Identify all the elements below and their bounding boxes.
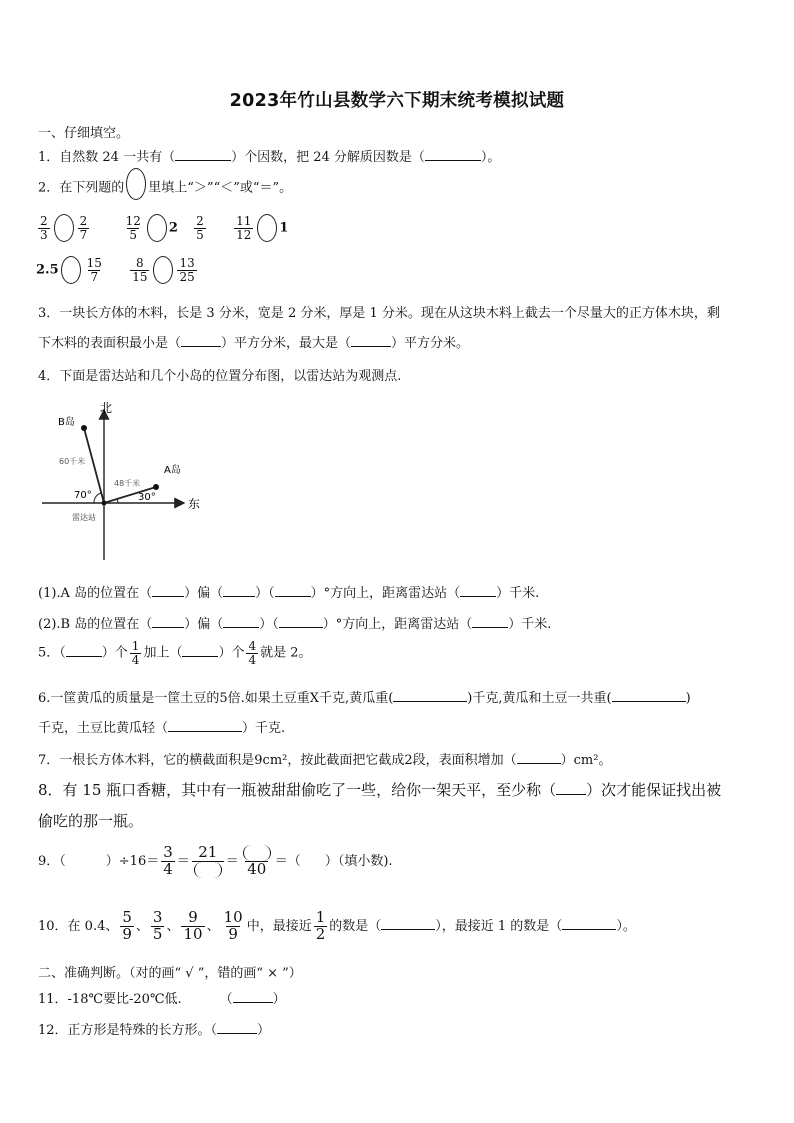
q5-blank-2[interactable] [182, 644, 218, 657]
q2-value-2: 1 [279, 220, 289, 236]
q6-text-a: 6.一筐黄瓜的质量是一筐土豆的5倍.如果土豆重X千克,黄瓜重( [38, 691, 394, 706]
q10-text-b: 中，最接近 [246, 918, 312, 934]
q2-text-b: 里填上“＞”“＜”或“＝”。 [148, 180, 293, 196]
b-island-point [81, 425, 87, 431]
radar-station-point [102, 501, 107, 506]
question-4-2 [38, 613, 758, 632]
b-angle-label: 70° [74, 490, 92, 501]
question-10: 10．在 0.4、 $\frac{5}{9}$ 、 $\frac{3}{5}$ 、 $\frac{9}{10}$ 、 $\frac{10}{9}$ 中，最接近 $\frac{1}{2}$ 的数是（ ），最接近 1 的数是（ ）。 [38, 908, 636, 943]
radar-station-label: 雷达站 [72, 513, 96, 522]
q11-blank[interactable] [233, 990, 273, 1003]
q5-fraction-1: $\frac{1}{4}$ [131, 639, 140, 667]
page-title: 2023年竹山县数学六下期末统考模拟试题 [229, 91, 565, 111]
q1-answer-blank-1[interactable] [175, 148, 231, 161]
q2-compare-oval-1[interactable] [54, 214, 74, 242]
question-8-line-2: 偷吃的那一瓶。 [38, 812, 144, 830]
q10-text-d: ），最接近 1 的数是（ [435, 918, 563, 934]
q4-2-text-b: ）偏（ [184, 617, 224, 632]
q8-text-b: ）次才能保证找出被 [586, 781, 722, 799]
a-island-point [153, 484, 159, 490]
q2-compare-oval-5[interactable] [153, 256, 173, 284]
north-label: 北 [100, 401, 113, 415]
q4-2-blank-1[interactable] [152, 615, 184, 628]
q2-text-a: 2．在下列题的 [38, 180, 125, 196]
q9-text-d: ）（填小数). [324, 853, 393, 869]
east-label: 东 [188, 497, 201, 511]
q5-text-d: ）个 [218, 645, 245, 661]
q9-blank-2[interactable] [194, 862, 222, 878]
q2-compare-oval-2[interactable] [147, 214, 167, 242]
question-4-1 [38, 582, 758, 601]
question-9 [38, 845, 758, 878]
q4-1-blank-3[interactable] [275, 584, 311, 597]
question-11: 11．-18℃要比-20℃低. （ ） [38, 992, 286, 1007]
q2-fraction-2: $\frac{2}{7}$ [79, 213, 88, 242]
q4-1-text-b: ）偏（ [184, 586, 224, 601]
q5-fraction-2: $\frac{4}{4}$ [248, 639, 257, 667]
q4-1-blank-2[interactable] [223, 584, 255, 597]
q4-2-text-c: ）（ [259, 617, 279, 632]
q4-1-text-c: ）（ [255, 586, 275, 601]
q6-text-b: )千克,黄瓜和土豆一共重( [467, 691, 612, 706]
b-island-label: B岛 [58, 417, 75, 428]
q5-blank-1[interactable] [66, 644, 102, 657]
question-6-line-2 [38, 717, 758, 736]
q10-fraction-1: $\frac{5}{9}$ [122, 908, 132, 943]
q2-fraction-1: $\frac{2}{3}$ [40, 213, 48, 242]
q2-compare-oval-4[interactable] [61, 256, 81, 284]
q4-1-text-d: ）°方向上，距离雷达站（ [310, 586, 461, 601]
q6-text-d: 千克，土豆比黄瓜轻（ [38, 721, 169, 736]
q6-text-e: ）千克. [242, 721, 286, 736]
q4-1-blank-4[interactable] [460, 584, 496, 597]
question-8-line-1 [38, 779, 758, 800]
q11-text-a: 11．-18℃要比-20℃低. [38, 992, 182, 1007]
q4-1-blank-1[interactable] [152, 584, 184, 597]
q9-text-a: 9．（ [38, 853, 66, 869]
question-5 [38, 640, 758, 666]
q2-fraction-4: $\frac{2}{5}$ [196, 213, 204, 242]
q1-text-c: ）。 [480, 150, 501, 165]
q3-text-b: ）平方分米，最大是（ [221, 336, 352, 351]
q4-2-blank-4[interactable] [472, 615, 508, 628]
q2-row-1 [36, 214, 758, 242]
q2-fraction-7: $\frac{8}{15}$ [132, 255, 148, 284]
q7-blank[interactable] [517, 751, 561, 764]
question-1 [38, 146, 758, 165]
a-island-distance: 48千米 [114, 479, 141, 488]
q5-text-b: ）个 [101, 645, 128, 661]
q2-fraction-6: $\frac{15}{7}$ [86, 255, 102, 284]
q2-fraction-8: $\frac{13}{25}$ [179, 255, 195, 284]
q1-text-b: ）个因数，把 24 分解质因数是（ [231, 150, 425, 165]
q5-text-c: 加上（ [143, 645, 183, 661]
q12-blank[interactable] [217, 1021, 257, 1034]
question-4: 4．下面是雷达站和几个小岛的位置分布图，以雷达站为观测点. [38, 369, 402, 384]
q2-compare-oval-3[interactable] [257, 214, 277, 242]
q10-fraction-4: $\frac{10}{9}$ [223, 908, 243, 943]
q10-blank-2[interactable] [562, 917, 616, 930]
q2-value-3: 2.5 [36, 262, 59, 278]
q10-text-e: ）。 [616, 918, 636, 934]
q4-1-text-a: (1).A 岛的位置在（ [38, 586, 153, 601]
q3-answer-blank-2[interactable] [351, 334, 391, 347]
q9-text-c: ＝（ [274, 853, 301, 869]
q6-blank-1[interactable] [393, 689, 467, 702]
section-heading-2: 二、准确判断。（对的画“ √ ”，错的画“ × ”） [38, 966, 302, 981]
q5-text-e: 就是 2。 [260, 645, 312, 661]
q6-blank-2[interactable] [612, 689, 686, 702]
q6-text-c: ) [685, 691, 691, 706]
question-3-line-2 [38, 332, 758, 351]
a-angle-label: 30° [138, 492, 156, 503]
question-12: 12．正方形是特殊的长方形。（ ） [38, 1023, 271, 1038]
section-heading-1: 一、仔细填空。 [38, 126, 130, 141]
q3-text-c: ）平方分米。 [391, 336, 470, 351]
question-6-line-1 [38, 687, 758, 706]
q10-blank-1[interactable] [381, 917, 435, 930]
q3-text-a: 下木料的表面积最小是（ [38, 336, 182, 351]
q5-text-a: 5．（ [38, 645, 66, 661]
q1-answer-blank-2[interactable] [425, 148, 481, 161]
q2-value-1: 2 [168, 220, 178, 236]
q9-text-b: ）÷16＝ [105, 853, 160, 869]
q10-fraction-2: $\frac{3}{5}$ [152, 908, 163, 943]
q9-equals-2: ＝ [225, 853, 239, 869]
q12-text-a: 12．正方形是特殊的长方形。（ [38, 1023, 218, 1038]
q4-2-text-d: ）°方向上，距离雷达站（ [322, 617, 473, 632]
q3-answer-blank-1[interactable] [181, 334, 221, 347]
question-3-line-1: 3．一块长方体的木料，长是 3 分米，宽是 2 分米，厚是 1 分米。现在从这块木料上截去一个尽量大的正方体木块，剩 [38, 306, 720, 321]
q10-text-a: 10．在 0.4、 [38, 918, 119, 934]
question-2 [38, 176, 758, 200]
b-angle-arc [94, 493, 101, 503]
q6-blank-3[interactable] [168, 719, 242, 732]
q7-text-a: 7．一根长方体木料，它的横截面积是9cm²，按此截面把它截成2段，表面积增加（ [38, 753, 517, 768]
q2-oval-sample [126, 168, 146, 200]
q2-fraction-3: $\frac{12}{5}$ [125, 213, 141, 242]
q4-2-blank-3[interactable] [279, 615, 323, 628]
q9-fraction-3: 40 [241, 845, 273, 878]
q4-2-text-e: ）千米. [508, 617, 552, 632]
q9-equals-1: ＝ [176, 853, 190, 869]
q1-text-a: 1．自然数 24 一共有（ [38, 150, 176, 165]
q8-blank[interactable] [556, 782, 586, 795]
a-island-label: A岛 [164, 465, 181, 476]
question-7 [38, 749, 758, 768]
b-island-distance: 60千米 [59, 457, 86, 466]
q4-2-blank-2[interactable] [223, 615, 259, 628]
q4-2-text-a: (2).B 岛的位置在（ [38, 617, 153, 632]
q4-1-text-e: ）千米. [496, 586, 540, 601]
q10-text-c: 的数是（ [329, 918, 382, 934]
radar-map-diagram [38, 398, 218, 564]
q7-text-b: ）cm²。 [560, 753, 612, 768]
q9-blank-3[interactable] [243, 845, 271, 861]
q9-fraction-1: $\frac{3}{4}$ [163, 843, 173, 878]
q2-fraction-5: $\frac{11}{12}$ [236, 213, 252, 242]
q10-fraction-5: $\frac{1}{2}$ [315, 908, 326, 943]
q8-text-a: 8．有 15 瓶口香糖，其中有一瓶被甜甜偷吃了一些，给你一架天平，至少称（ [38, 781, 557, 799]
q10-fraction-3: $\frac{9}{10}$ [183, 908, 203, 943]
q2-row-2 [36, 256, 758, 284]
q9-fraction-2: 21 [192, 845, 224, 878]
